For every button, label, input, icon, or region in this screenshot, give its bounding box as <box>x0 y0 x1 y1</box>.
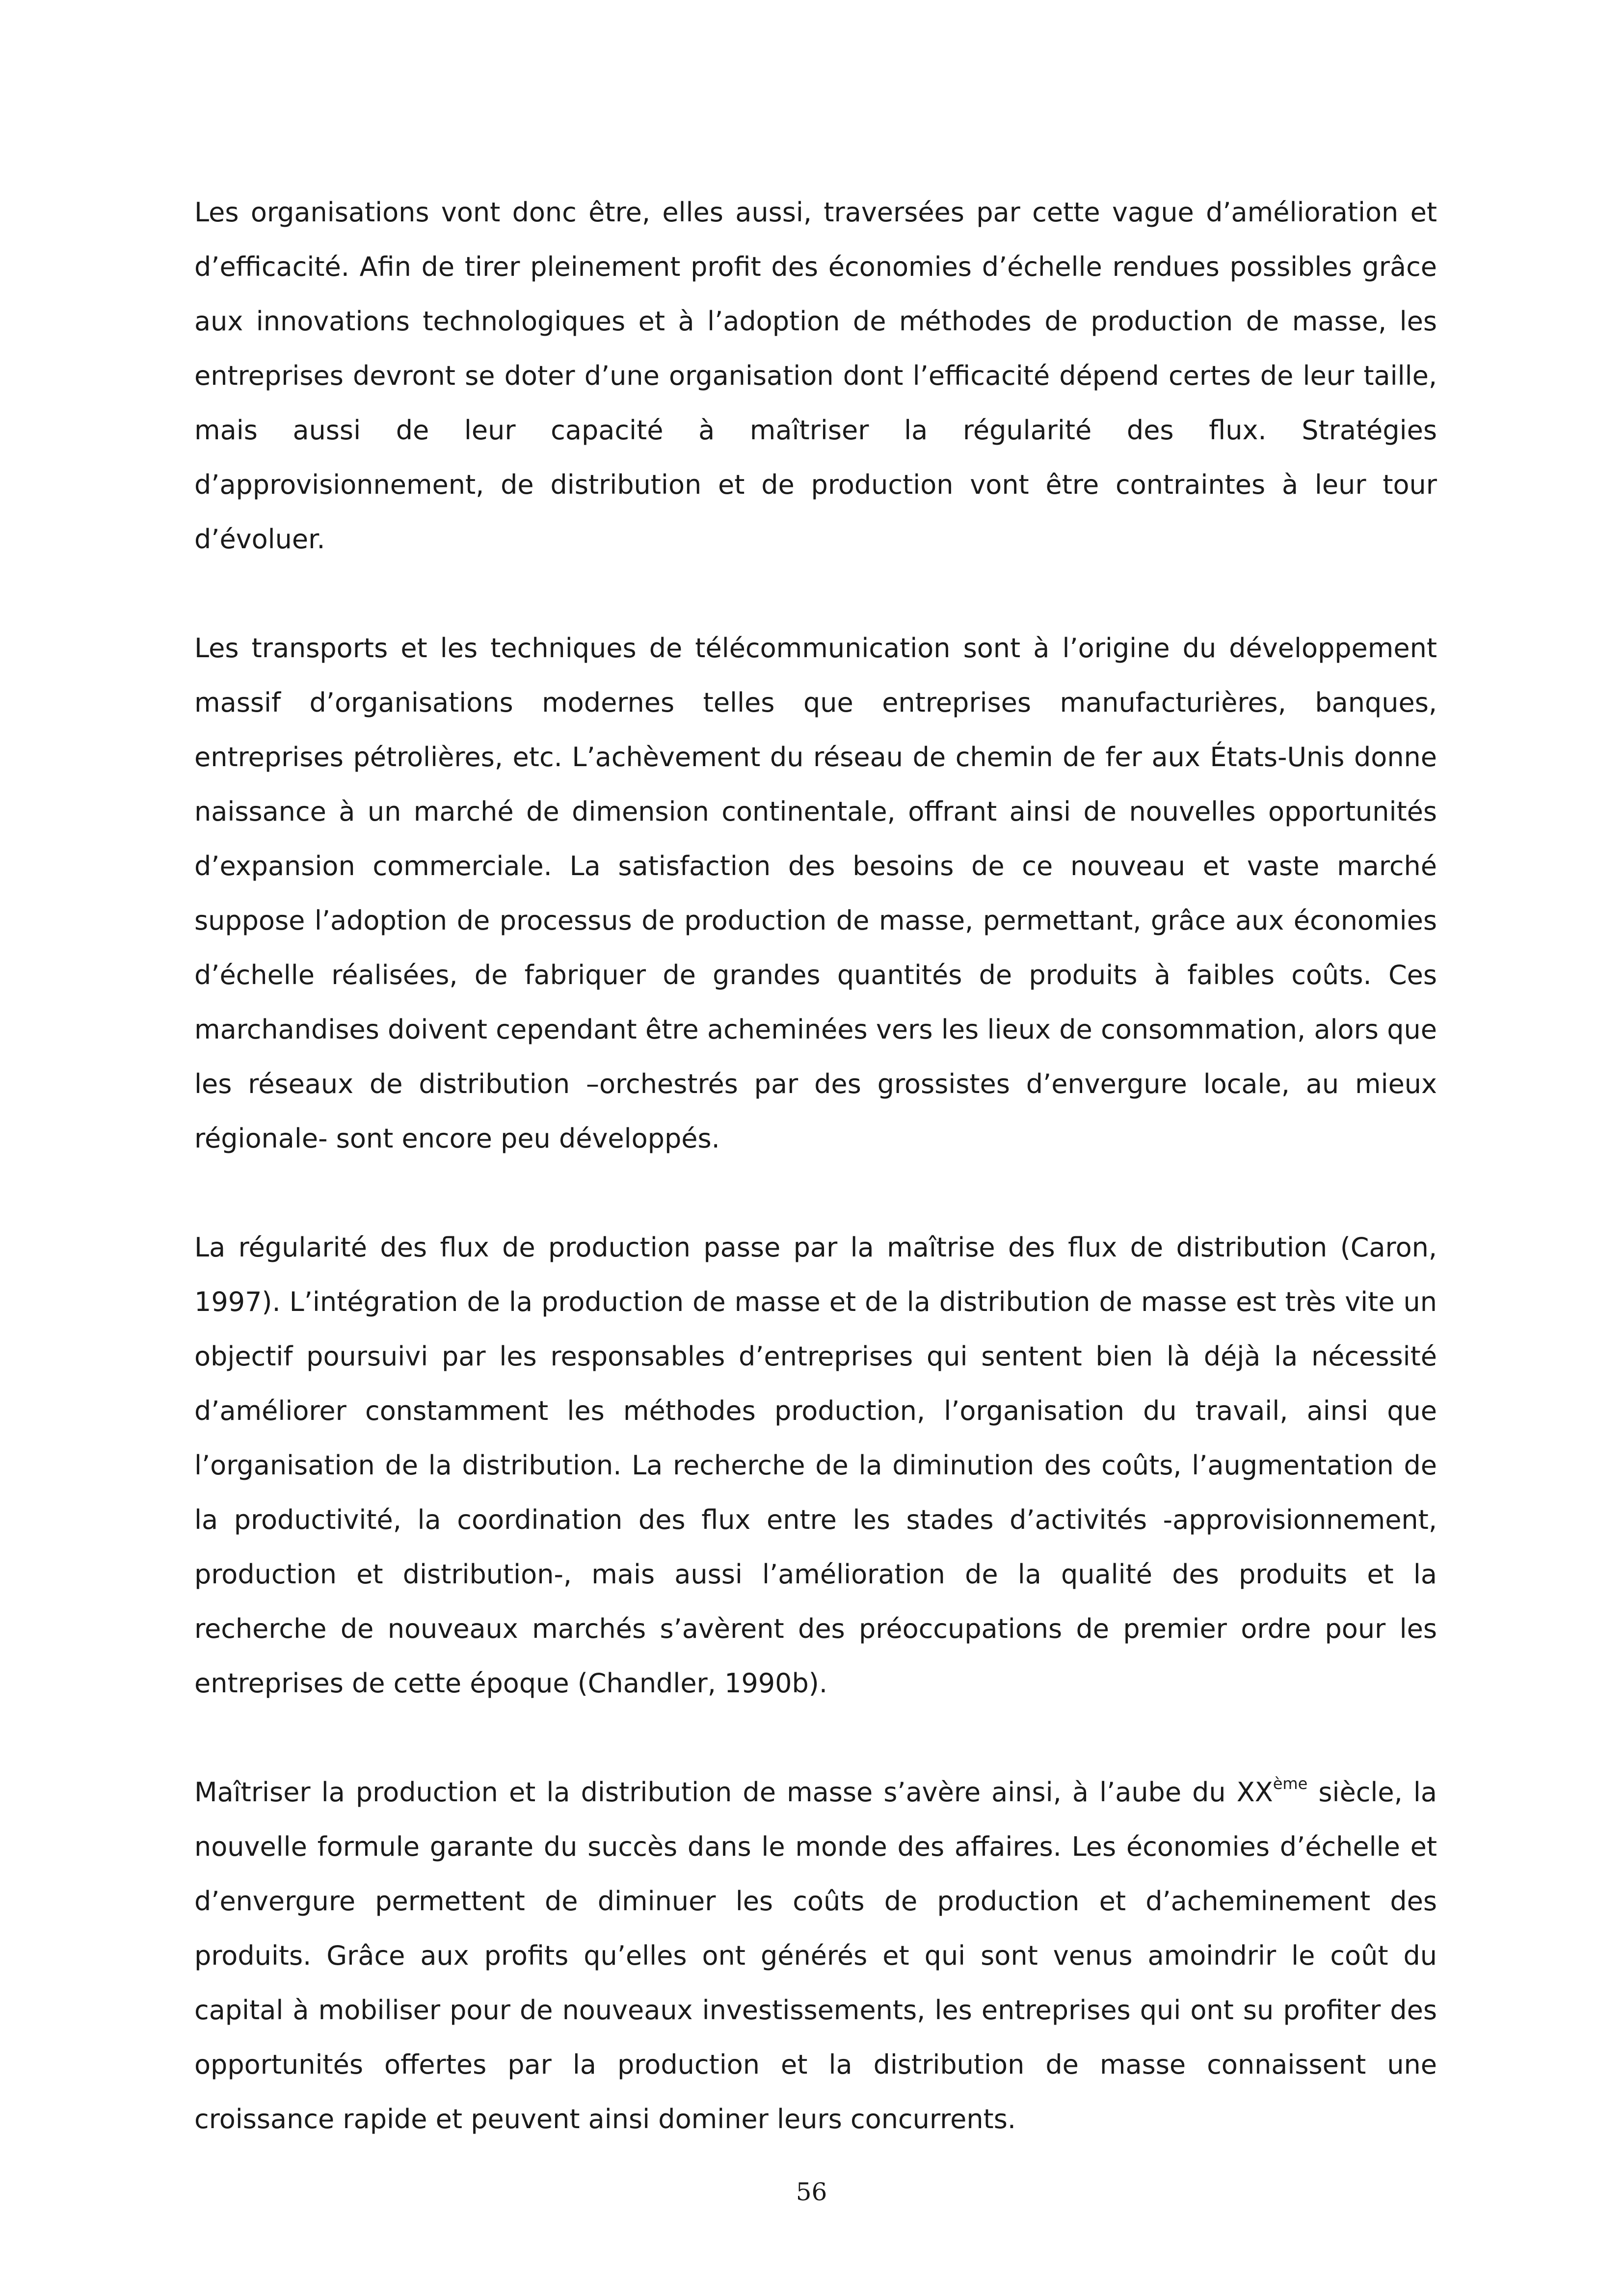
paragraph-organisations: Les organisations vont donc être, elles aussi, traversées par cette vague d’amélioration et d’efficacité. Afin de tirer pleinement profit des économies d’échelle rendues possibles grâce aux innovations technologiques et à l’adoption de méthodes de production de masse, les entreprises devront se doter d’une organisation dont l’efficacité dépend certes de leur taille, mais aussi de leur capacité à maîtriser la régularité des flux. Stratégies d’approvisionnement, de distribution et de production vont être contraintes à leur tour d’évoluer. <box>194 197 1437 555</box>
paragraph-maitriser-end: siècle, la nouvelle formule garante du succès dans le monde des affaires. Les économies d’échelle et d’envergure permettent de diminuer les coûts de production et d’acheminement des produits. Grâce aux profits qu’elles ont générés et qui sont venus amoindrir le coût du capital à mobiliser pour de nouveaux investissements, les entreprises qui ont su profiter des opportunités offertes par la production et la distribution de masse connaissent une croissance rapide et peuvent ainsi dominer leurs concurrents. <box>194 1777 1437 2135</box>
paragraph-maitriser <box>194 1765 1437 2146</box>
body-text <box>194 185 1437 2146</box>
paragraph-maitriser-start: Maîtriser la production et la distribution de masse s’avère ainsi, à l’aube du XX <box>194 1777 1273 1808</box>
page-number: 56 <box>796 2178 827 2206</box>
paragraph-transports: Les transports et les techniques de télécommunication sont à l’origine du développement massif d’organisations modernes telles que entreprises manufacturières, banques, entreprises pétrolières, etc. L’achèvement du réseau de chemin de fer aux États-Unis donne naissance à un marché de dimension continentale, offrant ainsi de nouvelles opportunités d’expansion commerciale. La satisfaction des besoins de ce nouveau et vaste marché suppose l’adoption de processus de production de masse, permettant, grâce aux économies d’échelle réalisées, de fabriquer de grandes quantités de produits à faibles coûts. Ces marchandises doivent cependant être acheminées vers les lieux de consommation, alors que les réseaux de distribution –orchestrés par des grossistes d’envergure locale, au mieux régionale- sont encore peu développés. <box>194 633 1437 1154</box>
paragraph-regularite: La régularité des flux de production passe par la maîtrise des flux de distribution (Caron, 1997). L’intégration de la production de masse et de la distribution de masse est très vite un objectif poursuivi par les responsables d’entreprises qui sentent bien là déjà la nécessité d’améliorer constamment les méthodes production, l’organisation du travail, ainsi que l’organisation de la distribution. La recherche de la diminution des coûts, l’augmentation de la productivité, la coordination des flux entre les stades d’activités -approvisionnement, production et distribution-, mais aussi l’amélioration de la qualité des produits et la recherche de nouveaux marchés s’avèrent des préoccupations de premier ordre pour les entreprises de cette époque (Chandler, 1990b). <box>194 1232 1437 1699</box>
century-superscript: ème <box>1273 1774 1308 1793</box>
